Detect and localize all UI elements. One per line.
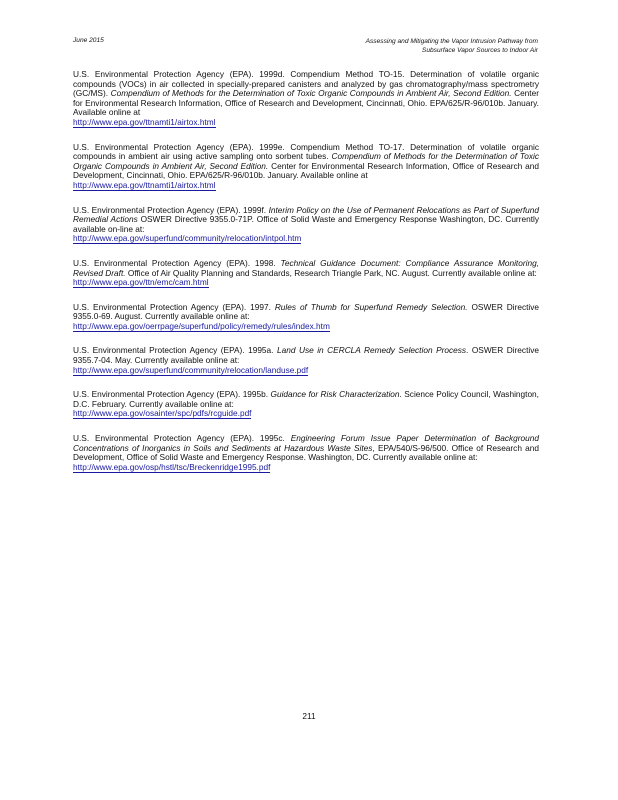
reference-url[interactable]: http://www.epa.gov/ttn/emc/cam.html bbox=[73, 277, 209, 288]
reference-url[interactable]: http://www.epa.gov/ttnamti1/airtox.html bbox=[73, 116, 216, 127]
reference-text: . OSWER Directive 9355.7-04. May. Currently available online at: bbox=[73, 345, 539, 366]
reference-title: Land Use in CERCLA Remedy Selection Process bbox=[276, 345, 467, 356]
reference-url[interactable]: http://www.epa.gov/superfund/community/relocation/intpol.htm bbox=[73, 233, 302, 244]
reference-title: Engineering Forum Issue Paper Determination of Background Concentrations of Inorganics in Soils and Sediments at Hazardous Waste Sites bbox=[73, 433, 539, 453]
reference-entry bbox=[73, 434, 539, 472]
header-date: June 2015 bbox=[73, 37, 104, 44]
reference-title: Guidance for Risk Characterization bbox=[270, 389, 400, 400]
reference-text: U.S. Environmental Protection Agency (EPA). 1995b. bbox=[73, 389, 271, 400]
reference-text: U.S. Environmental Protection Agency (EPA). 1999e. Compendium Method TO-17. Determination of volatile organic compounds in ambient air using active sampling onto sorbent tubes. bbox=[73, 141, 539, 162]
reference-url[interactable]: http://www.epa.gov/ttnamti1/airtox.html bbox=[73, 179, 216, 190]
reference-title: Interim Policy on the Use of Permanent Relocations as Part of Superfund Remedial Actions bbox=[73, 204, 539, 225]
reference-text: Center for Environmental Research Information, Office of Research and Development, Cincinnati, Ohio. EPA/625/R-96/010b. January. Available online at bbox=[73, 88, 539, 118]
reference-text: U.S. Environmental Protection Agency (EPA). 1999d. Compendium Method TO-15. Determination of volatile organic compounds (VOCs) in air collected in specially-prepared canisters and analyzed by gas chromatography/mass spectrometry (GC/MS). bbox=[73, 69, 539, 99]
reference-entry bbox=[73, 70, 539, 128]
reference-text: , EPA/540/S-96/500. Office of Research and Development, Office of Solid Waste and Emergency Response. Washington, DC. Currently available online at: bbox=[73, 442, 539, 463]
reference-text: . Science Policy Council, Washington, D.C. February. Currently available online at: bbox=[73, 389, 539, 409]
reference-list bbox=[73, 70, 539, 487]
header-title bbox=[366, 37, 538, 55]
reference-entry bbox=[73, 346, 539, 375]
header-title-line1: Assessing and Mitigating the Vapor Intrusion Pathway from bbox=[365, 38, 538, 45]
reference-title: Technical Guidance Document: Compliance Assurance Monitoring, Revised Draft. bbox=[73, 257, 539, 278]
reference-text: U.S. Environmental Protection Agency (EPA). 1998. bbox=[73, 257, 281, 268]
reference-link[interactable] bbox=[73, 322, 539, 332]
reference-text: U.S. Environmental Protection Agency (EPA). 1995a. bbox=[73, 345, 277, 356]
reference-entry bbox=[73, 259, 539, 288]
reference-entry bbox=[73, 206, 539, 244]
reference-link[interactable] bbox=[73, 278, 539, 288]
page-number: 211 bbox=[302, 711, 316, 721]
reference-entry bbox=[73, 303, 539, 332]
reference-text: OSWER Directive 9355.0-71P. Office of Solid Waste and Emergency Response Washington, DC. Currently available on-line at: bbox=[73, 214, 539, 234]
reference-link[interactable] bbox=[73, 234, 539, 244]
reference-text: U.S. Environmental Protection Agency (EPA). 1999f. bbox=[73, 204, 269, 215]
reference-entry bbox=[73, 390, 539, 419]
reference-url[interactable]: http://www.epa.gov/superfund/community/relocation/landuse.pdf bbox=[73, 364, 309, 375]
reference-text: OSWER Directive 9355.0-69. August. Currently available online at: bbox=[73, 301, 540, 322]
reference-entry bbox=[73, 143, 539, 191]
reference-link[interactable] bbox=[73, 463, 539, 473]
reference-title: Compendium of Methods for the Determination of Toxic Organic Compounds in Ambient Air, Second Edition. bbox=[73, 151, 539, 171]
reference-title: Rules of Thumb for Superfund Remedy Selection. bbox=[274, 301, 468, 312]
reference-text: Center for Environmental Research Information, Office of Research and Development, Cincinnati, Ohio. EPA/625/R-96/010b. January. Available online at bbox=[73, 160, 539, 181]
reference-link[interactable] bbox=[73, 366, 539, 376]
reference-link[interactable] bbox=[73, 409, 539, 419]
reference-url[interactable]: http://www.epa.gov/oerrpage/superfund/policy/remedy/rules/index.htm bbox=[73, 320, 330, 331]
reference-text: U.S. Environmental Protection Agency (EPA). 1995c. bbox=[73, 433, 291, 444]
reference-title: Compendium of Methods for the Determination of Toxic Organic Compounds in Ambient Air, Second Edition. bbox=[110, 88, 512, 99]
header-title-line2: Subsurface Vapor Sources to Indoor Air bbox=[421, 47, 538, 54]
reference-text: Office of Air Quality Planning and Standards, Research Triangle Park, NC. August. Currently available online at: bbox=[125, 267, 537, 278]
reference-url[interactable]: http://www.epa.gov/osp/hstl/tsc/Breckenridge1995.pdf bbox=[73, 461, 271, 472]
reference-text: U.S. Environmental Protection Agency (EPA). 1997. bbox=[73, 301, 275, 312]
reference-link[interactable] bbox=[73, 181, 539, 191]
reference-link[interactable] bbox=[73, 118, 539, 128]
reference-url[interactable]: http://www.epa.gov/osainter/spc/pdfs/rcguide.pdf bbox=[73, 408, 252, 419]
